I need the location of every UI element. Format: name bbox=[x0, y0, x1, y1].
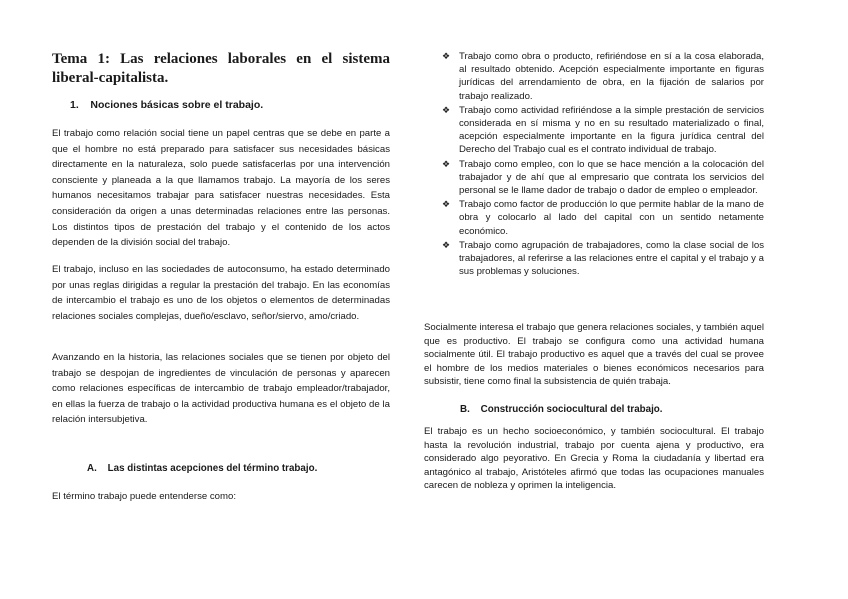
paragraph-historia: Avanzando en la historia, las relaciones sociales que se tienen por objeto del trabajo se despojan de ingredientes de vinculación de personas y aparecen como relaciones específicas de intercambio de trabajo empleador/trabajador, en ellas la fuerza de trabajo o la actividad productiva humana es el objeto de la relación intersubjetiva. bbox=[52, 352, 390, 426]
diamond-bullet-icon: ❖ bbox=[442, 51, 451, 61]
paragraph-hecho-socioeconomico: El trabajo es un hecho socioeconómico, y también sociocultural. El trabajo hasta la revolución industrial, trabajo por cuenta ajena y productivo, era considerado algo peyorativo. En Grecia y Roma la ciudadanía y libertad era antagónico al trabajo, Aristóteles afirmó que todas las ocupaciones manuales carecen de nobleza y oprimen la inteligencia. bbox=[424, 426, 764, 492]
paragraph-socialmente: Socialmente interesa el trabajo que genera relaciones sociales, y también aquel que es productivo. El trabajo se configura como una actividad humana socialmente útil. El trabajo productivo es aquel que a través del cual se provee el hombre de los medios materiales o bienes económicos necesarios para subsistir, tiene como final la subsistencia de quién trabaja. bbox=[424, 322, 764, 388]
list-item: ❖ Trabajo como empleo, con lo que se hace mención a la colocación del trabajador y de ahí que al empresario que contrata los servicios del personal se le llame dador de trabajo o dador de empleo o empleador. bbox=[442, 158, 764, 197]
acepciones-list bbox=[442, 50, 764, 279]
diamond-bullet-icon: ❖ bbox=[442, 104, 451, 115]
list-item: ❖ Trabajo como factor de producción lo que permite hablar de la mano de obra y colocarlo al lado del capital con un sentido netamente económico. bbox=[442, 199, 764, 237]
paragraph-autoconsumo: El trabajo, incluso en las sociedades de autoconsumo, ha estado determinado por unas reglas dirigidas a regular la prestación del trabajo. En las economías de intercambio el trabajo es uno de los objetos o elementos de determinadas relaciones sociales complejas, dueño/esclavo, señor/siervo, amo/criado. bbox=[52, 264, 390, 322]
paragraph-termino: El término trabajo puede entenderse como: bbox=[52, 491, 236, 502]
diamond-bullet-icon: ❖ bbox=[442, 158, 451, 169]
paragraph-relacion-social: El trabajo como relación social tiene un papel centras que se debe en parte a que el hombre no está preparado para satisfacer sus necesidades básicas directamente en la naturaleza, solo puede satisfacerlas por una intervención consciente y planeada a la que llamamos trabajo. La mayoría de los seres humanos necesitamos trabajar para satisfacer nuestras necesidades. Esta consideración da origen a unas determinadas relaciones entre las personas. Los distintos tipos de prestación del trabajo y el contenido de los actos dependen de la división social del trabajo. bbox=[52, 128, 390, 249]
section-heading-nociones: 1. Nociones básicas sobre el trabajo. bbox=[70, 99, 264, 111]
subheading-acepciones: A. Las distintas acepciones del término trabajo. bbox=[87, 463, 318, 474]
list-item: ❖ Trabajo como actividad refiriéndose a la simple prestación de servicios considerada en sí misma y no en su resultado materializado o final, acepción especialmente importante en la figura jurídica central del Derecho del Trabajo cual es el contrato individual de trabajo. bbox=[442, 104, 764, 156]
list-item: ❖ Trabajo como agrupación de trabajadores, como la clase social de los trabajadores, al referirse a las relaciones entre el capital y el trabajo y a sus problemas y soluciones. bbox=[442, 239, 764, 278]
page-title: Tema 1: Las relaciones laborales en el sistema liberal-capitalista. bbox=[52, 51, 390, 86]
subheading-construccion: B. Construcción sociocultural del trabajo. bbox=[460, 404, 663, 415]
diamond-bullet-icon: ❖ bbox=[442, 239, 451, 250]
diamond-bullet-icon: ❖ bbox=[442, 199, 451, 210]
list-item: ❖ Trabajo como obra o producto, refiriéndose en sí a la cosa elaborada, al resultado obtenido. Acepción especialmente importante en figuras jurídicas del arrendamiento de obra, en la fijación de salarios por trabajo realizado. bbox=[442, 51, 764, 102]
